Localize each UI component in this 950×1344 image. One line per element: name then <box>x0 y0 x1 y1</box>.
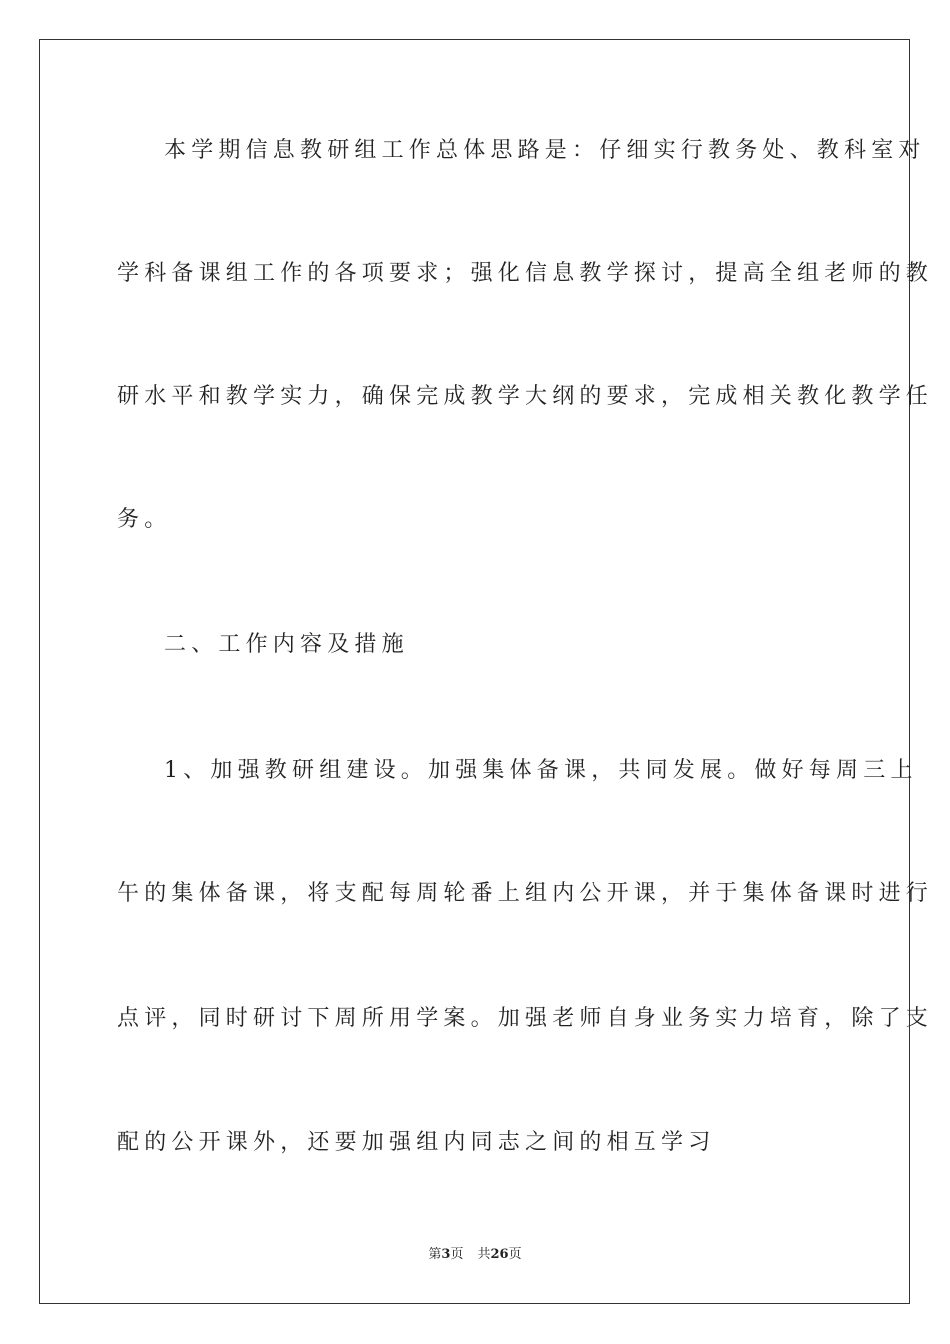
page-border <box>39 39 934 1304</box>
total-pages: 26 <box>490 1247 509 1262</box>
paragraph-1-line-1: 本学期信息教研组工作总体思路是：仔细实行教务处、教科室对 <box>164 138 926 163</box>
total-suffix: 页 <box>508 1247 522 1262</box>
paragraph-2-line-3: 点评，同时研讨下周所用学案。加强老师自身业务实力培育，除了支 <box>117 1006 934 1031</box>
paragraph-1-line-2: 学科备课组工作的各项要求；强化信息教学探讨，提高全组老师的教 <box>117 261 934 286</box>
paragraph-2-line-1: 1、加强教研组建设。加强集体备课，共同发展。做好每周三上 <box>164 758 918 783</box>
paragraph-1-line-3: 研水平和教学实力，确保完成教学大纲的要求，完成相关教化教学任 <box>117 384 934 409</box>
paragraph-2-line-2: 午的集体备课，将支配每周轮番上组内公开课，并于集体备课时进行 <box>117 881 934 906</box>
paragraph-2-line-4: 配的公开课外，还要加强组内同志之间的相互学习 <box>117 1130 716 1155</box>
page-prefix: 第 <box>428 1247 442 1262</box>
section-heading: 二、工作内容及措施 <box>164 632 409 657</box>
page-suffix: 页 <box>450 1247 464 1262</box>
total-prefix: 共 <box>477 1247 491 1262</box>
page-number: 3 <box>441 1247 451 1262</box>
page-footer <box>0 1246 950 1264</box>
paragraph-1-line-4: 务。 <box>117 507 172 532</box>
